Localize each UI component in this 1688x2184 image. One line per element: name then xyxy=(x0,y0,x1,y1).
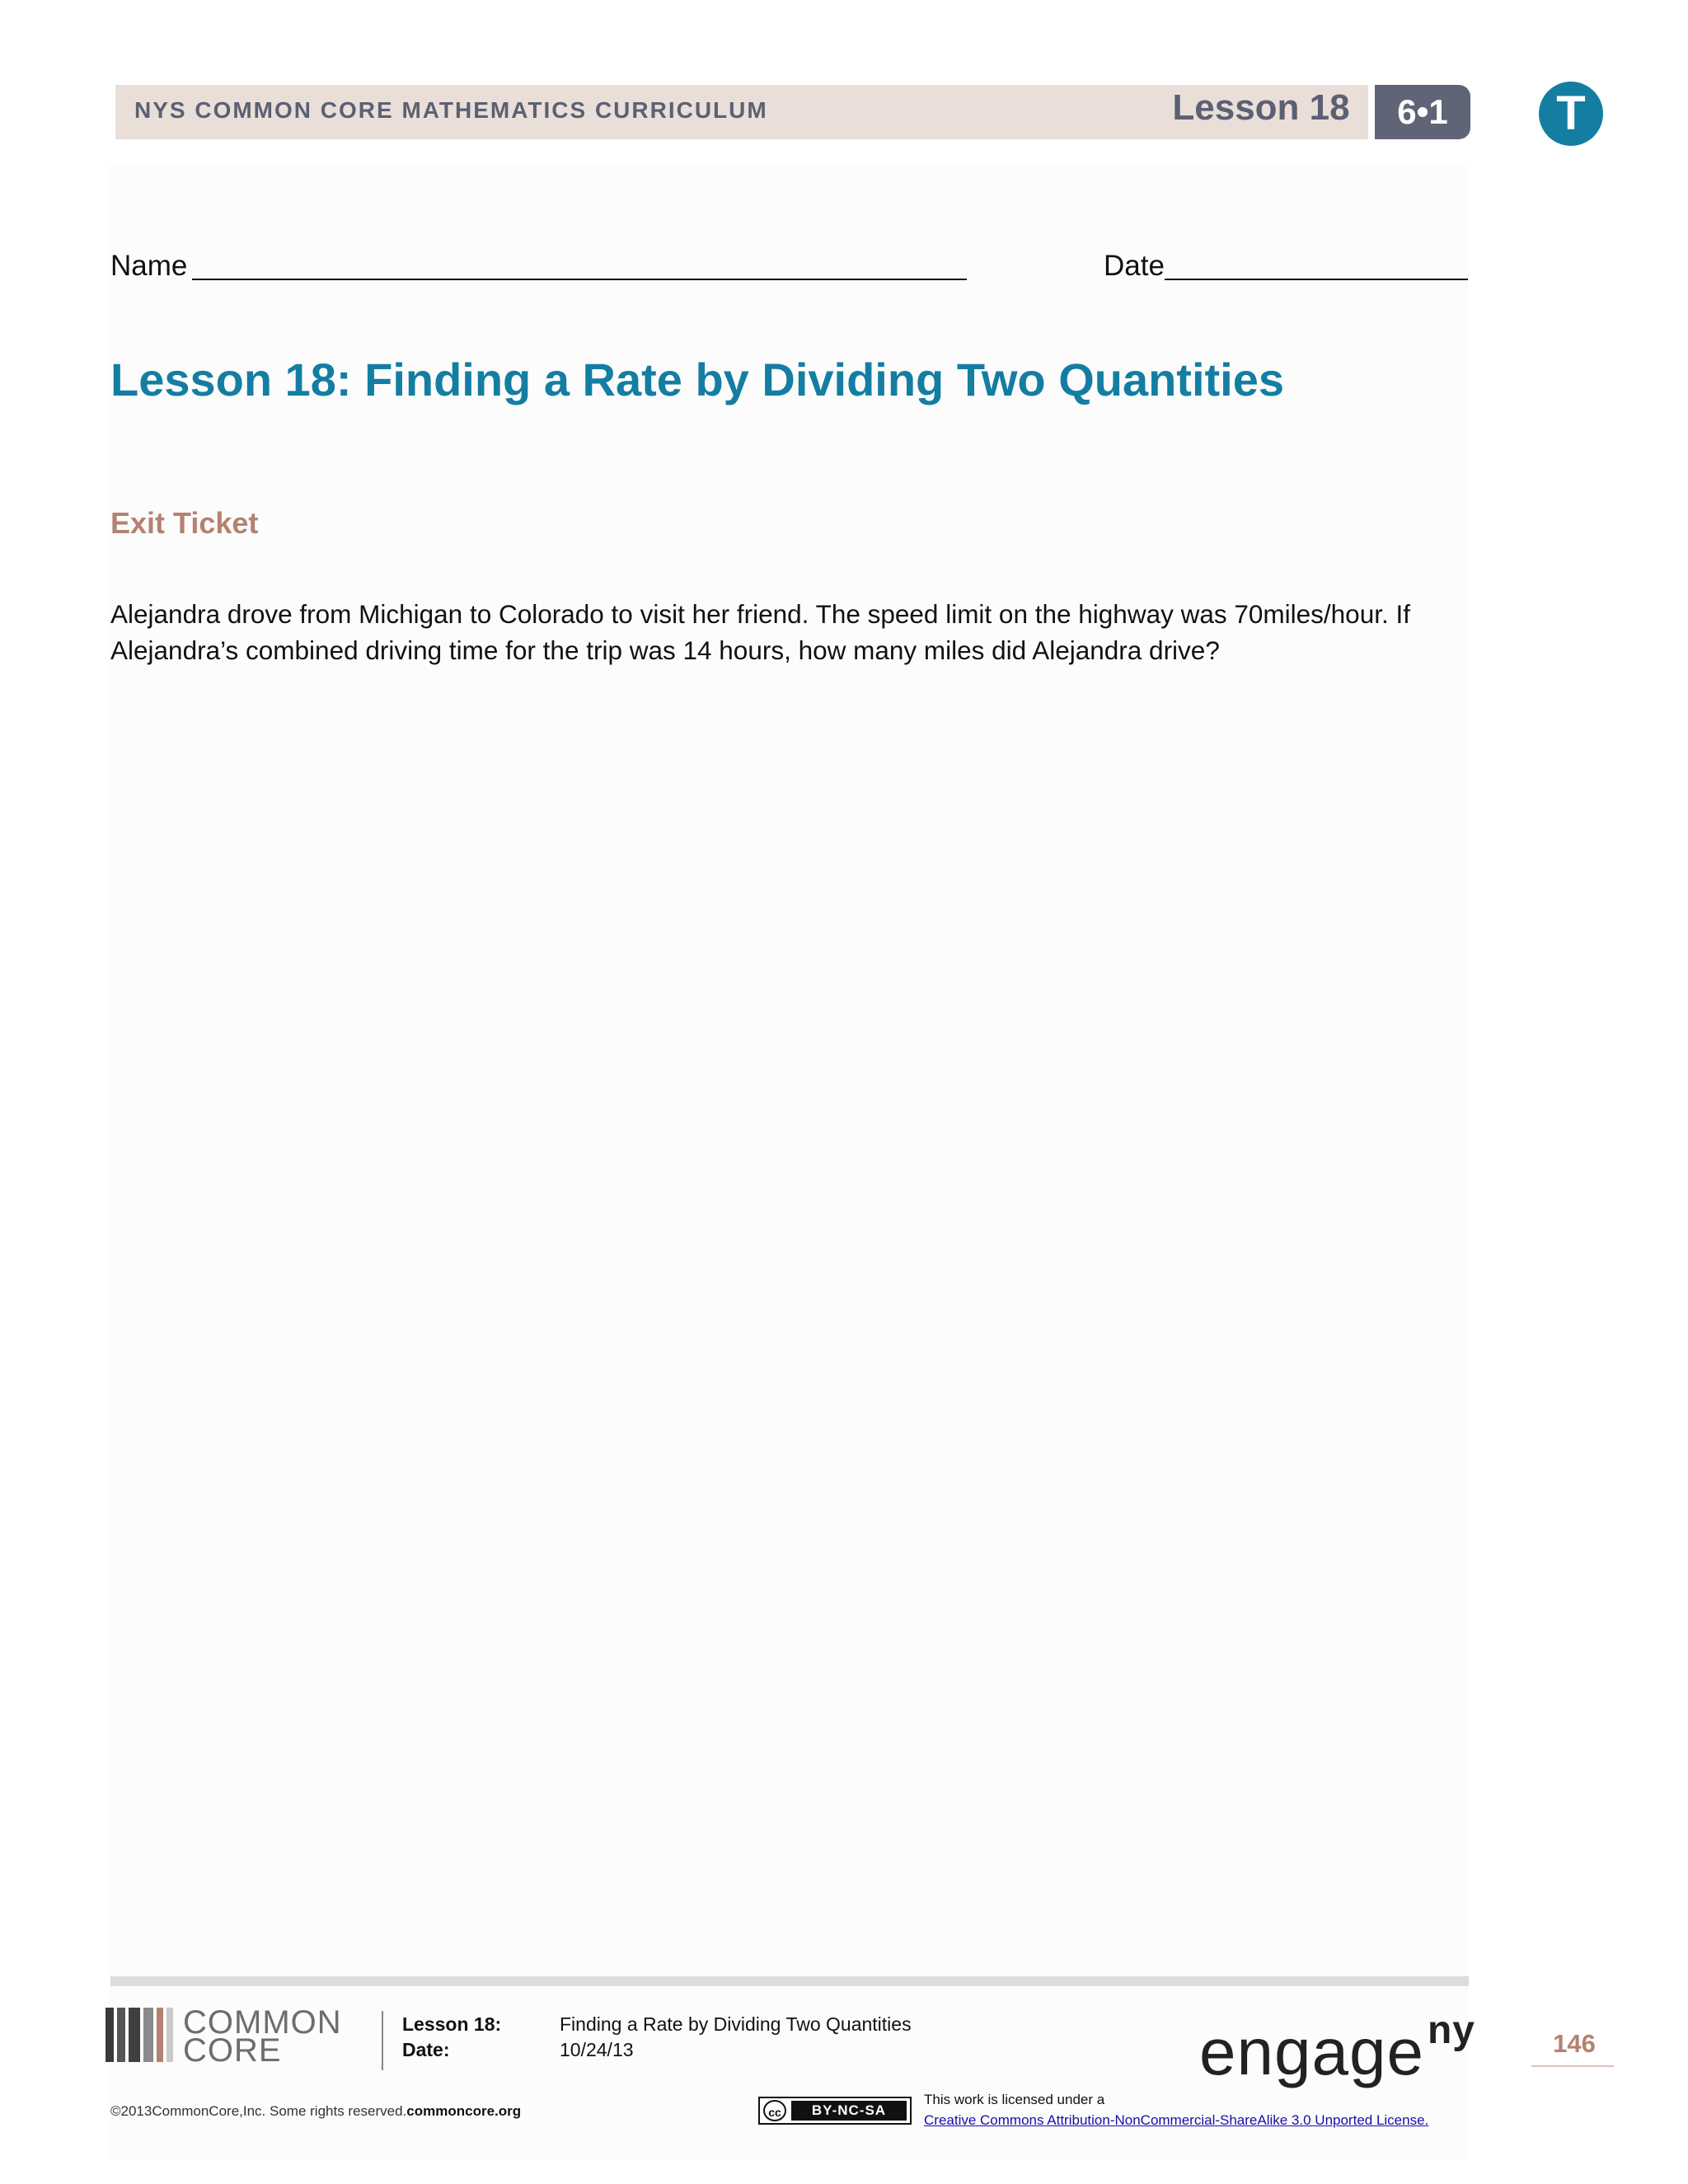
footer-date-value: 10/24/13 xyxy=(560,2039,634,2060)
date-label: Date xyxy=(1104,250,1165,282)
engage-word: engage xyxy=(1199,2015,1424,2088)
teacher-badge-icon: T xyxy=(1539,82,1603,146)
copyright xyxy=(110,2103,521,2120)
problem-line-1: Alejandra drove from Michigan to Colorado to visit her friend. The speed limit on the highway was 70miles/hour. If xyxy=(110,599,1410,629)
problem-text xyxy=(110,596,1462,668)
date-underline[interactable] xyxy=(1165,279,1468,280)
logo-word-core: CORE xyxy=(183,2032,282,2069)
cc-icon: cc xyxy=(763,2100,786,2121)
logo-word-common: COMMON xyxy=(183,2004,342,2041)
date-field[interactable] xyxy=(1104,250,1468,283)
page-number: 146 xyxy=(1553,2029,1596,2058)
license-intro: This work is licensed under a xyxy=(924,2092,1105,2107)
name-underline[interactable] xyxy=(192,279,967,280)
grade-module-badge: 6•1 xyxy=(1375,85,1470,139)
problem-line-2: Alejandra’s combined driving time for the trip was 14 hours, how many miles did Alejandra drive? xyxy=(110,635,1220,665)
page-background xyxy=(109,165,1469,2159)
footer-date-label: Date: xyxy=(402,2039,450,2060)
name-field[interactable] xyxy=(110,250,967,283)
license-link[interactable]: Creative Commons Attribution-NonCommercial-ShareAlike 3.0 Unported License. xyxy=(924,2112,1429,2128)
footer-lesson-value: Finding a Rate by Dividing Two Quantities xyxy=(560,2013,912,2035)
lesson-label: Lesson 18 xyxy=(1172,87,1350,128)
lesson-title: Lesson 18: Finding a Rate by Dividing Two Quantities xyxy=(110,354,1285,405)
page-number-rule xyxy=(1531,2065,1614,2067)
engage-ny: ny xyxy=(1427,2008,1475,2052)
curriculum-title: NYS COMMON CORE MATHEMATICS CURRICULUM xyxy=(134,97,768,123)
common-core-logo xyxy=(106,2004,377,2070)
copyright-site: commoncore.org xyxy=(406,2103,522,2119)
section-heading: Exit Ticket xyxy=(110,506,259,540)
copyright-prefix: ©2013CommonCore,Inc. Some rights reserved. xyxy=(110,2103,407,2119)
engageny-logo xyxy=(1199,2008,1475,2090)
footer-lesson-label: Lesson 18: xyxy=(402,2013,502,2035)
by-nc-sa-label: BY-NC-SA xyxy=(791,2101,907,2121)
footer-rule xyxy=(110,1976,1469,1986)
name-label: Name xyxy=(110,250,188,282)
footer-divider xyxy=(382,2011,383,2070)
creative-commons-badge-icon xyxy=(758,2097,912,2125)
